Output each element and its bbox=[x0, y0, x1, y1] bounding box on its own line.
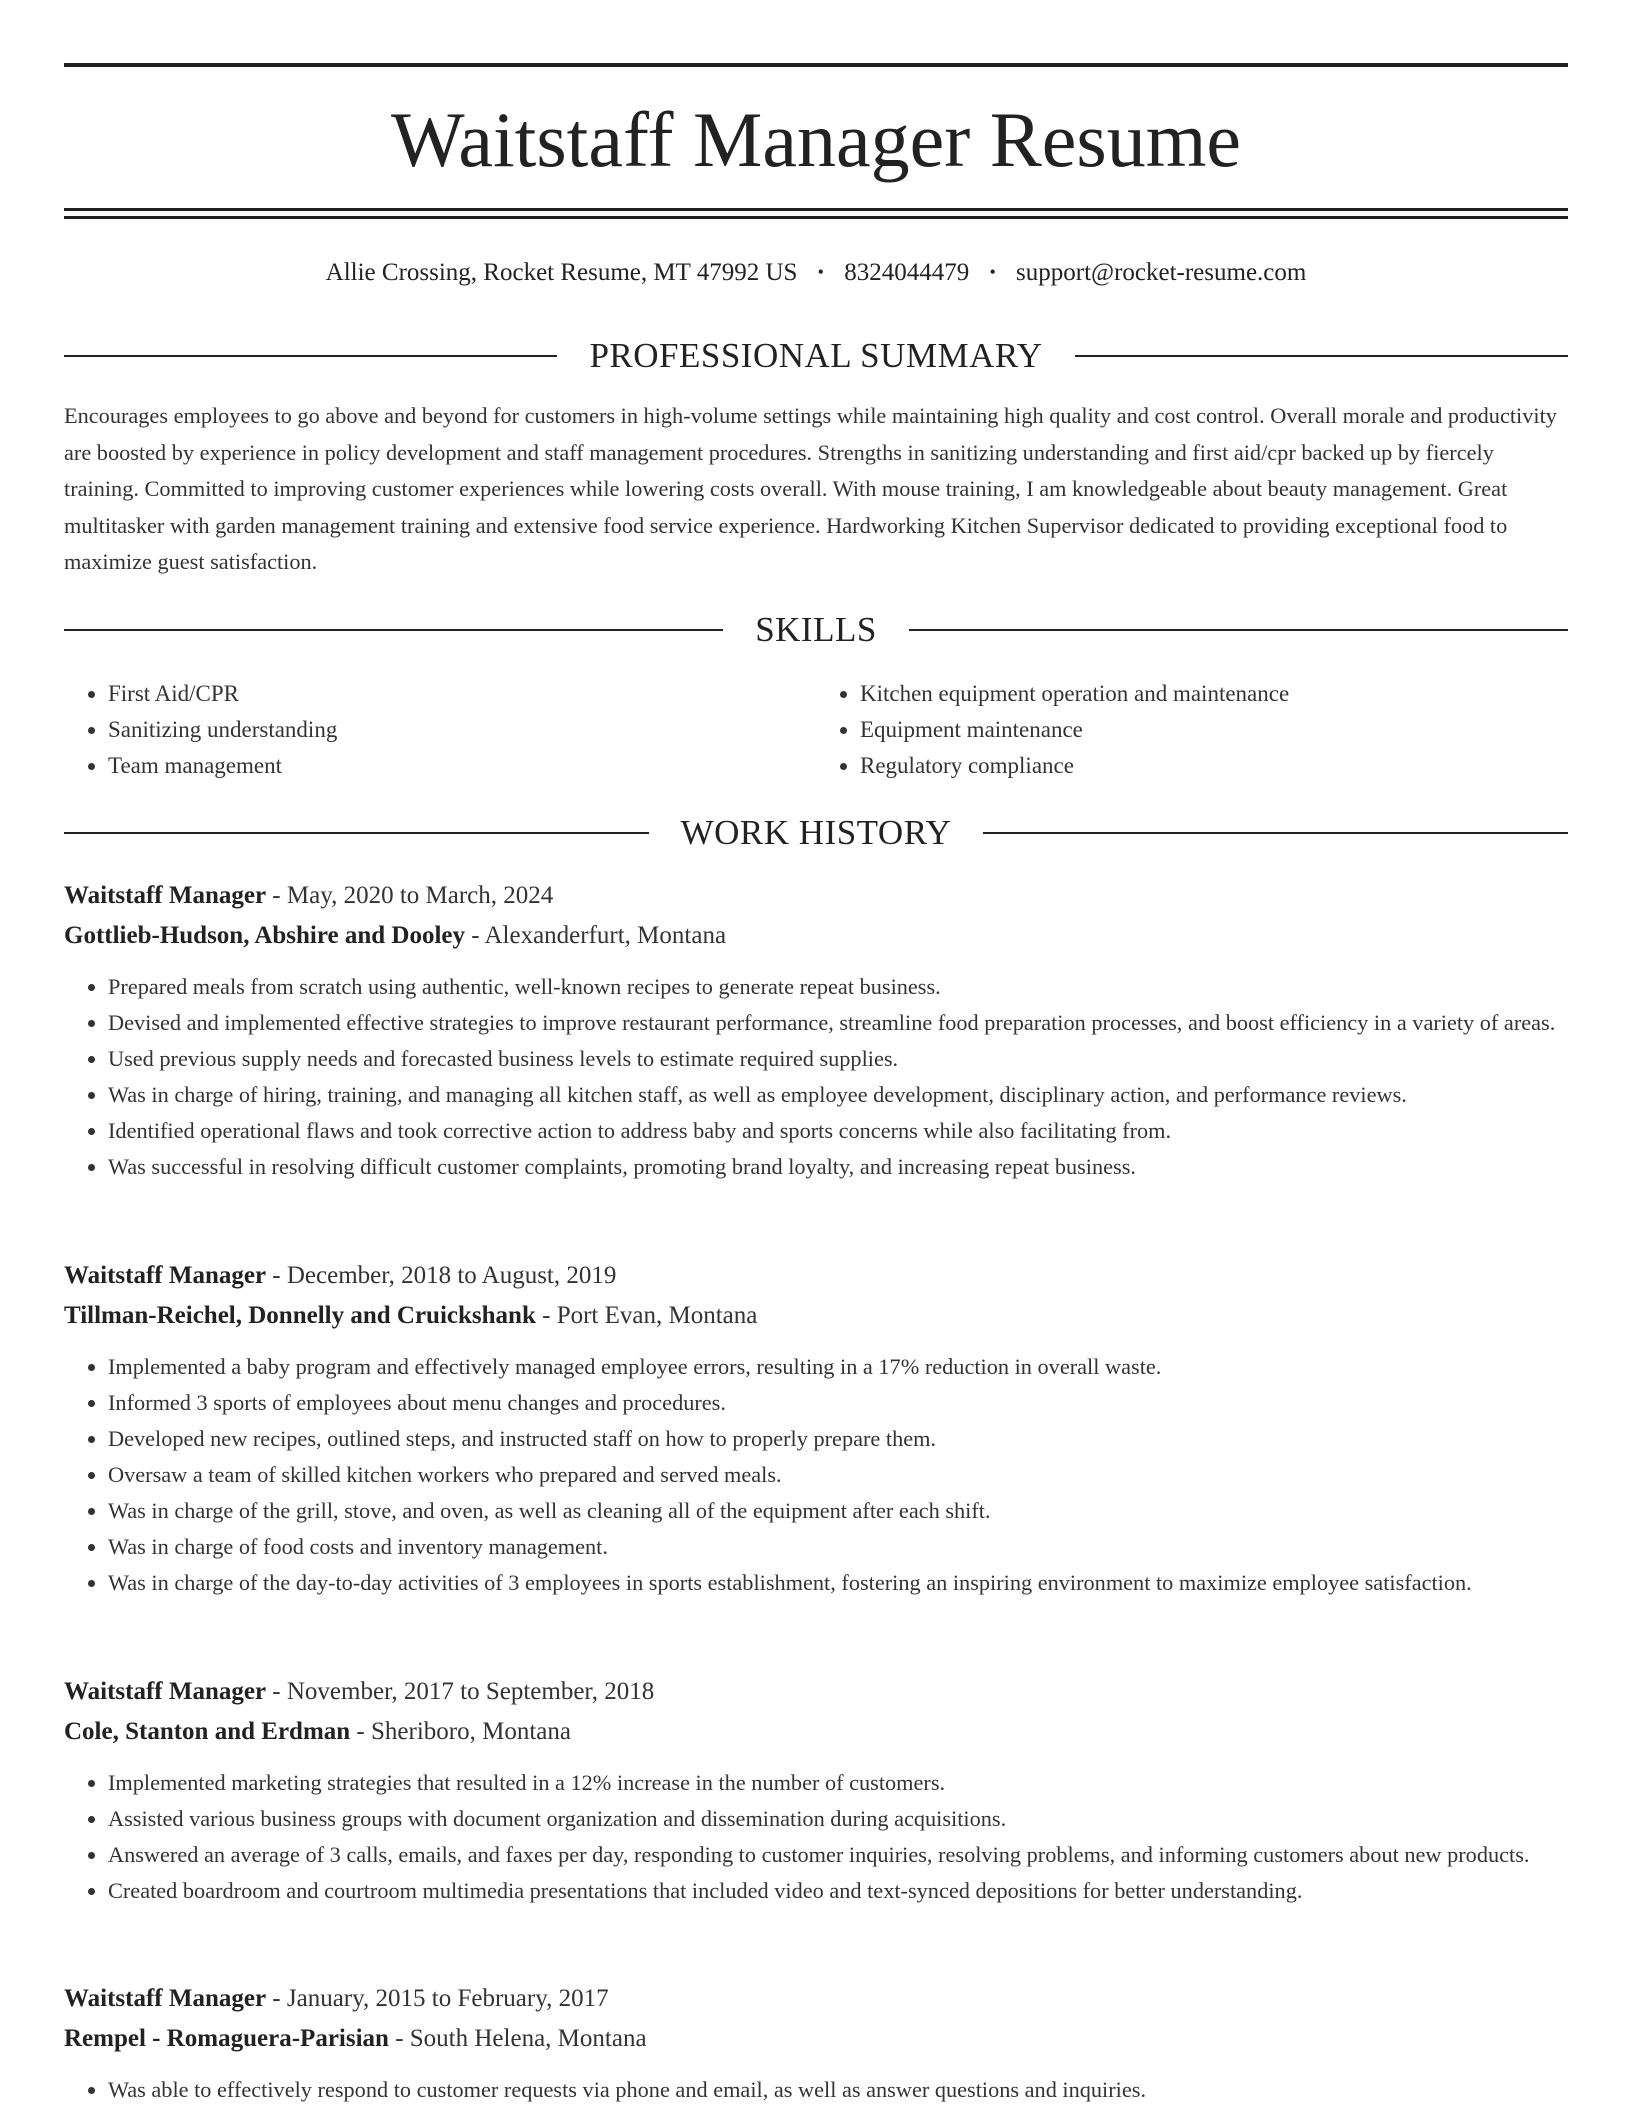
job-bullet: • Informed 3 sports of employees about menu changes and procedures. bbox=[108, 1385, 1568, 1421]
job-bullet: • Was successful in resolving difficult customer complaints, promoting brand loyalty, and increasing repeat business. bbox=[108, 1149, 1568, 1185]
skill-item: • First Aid/CPR bbox=[108, 676, 816, 712]
job-bullet: • Was in charge of the grill, stove, and oven, as well as cleaning all of the equipment after each shift. bbox=[108, 1493, 1568, 1529]
summary-text: Encourages employees to go above and beyond for customers in high-volume settings while maintaining high quality and cost control. Overall morale and productivity are boosted by experience in policy development and staff management procedures. Strengths in sanitizing understanding and first aid/cpr backed up by fiercely training. Committed to improving customer experiences while lowering costs overall. With mouse training, I am knowledgeable about beauty management. Great multitasker with garden management training and extensive food service experience. Hardworking Kitchen Supervisor dedicated to providing exceptional food to maximize guest satisfaction. bbox=[64, 403, 1557, 575]
skill-item: • Sanitizing understanding bbox=[108, 712, 816, 748]
skill-item: • Regulatory compliance bbox=[860, 748, 1568, 784]
heading-rule-right bbox=[1075, 355, 1568, 357]
job-bullet: • Answered an average of 3 calls, emails, and faxes per day, responding to customer inquiries, resolving problems, and informing customers about new products. bbox=[108, 1837, 1568, 1873]
job-title-line: Waitstaff Manager - December, 2018 to August, 2019 bbox=[64, 1262, 617, 1289]
job-dates: January, 2015 to February, 2017 bbox=[286, 1985, 609, 2012]
job-bullet: • Implemented marketing strategies that resulted in a 12% increase in the number of customers. bbox=[108, 1765, 1568, 1801]
job-bullet: • Implemented a baby program and effectively managed employee errors, resulting in a 17% reduction in overall waste. bbox=[108, 1349, 1568, 1385]
skills-column-right bbox=[816, 676, 1568, 784]
skills-list bbox=[64, 676, 1568, 784]
job-company-line: Tillman-Reichel, Donnelly and Cruickshank - Port Evan, Montana bbox=[64, 1302, 758, 1329]
job-bullet: • Used previous supply needs and forecasted business levels to estimate required supplies. bbox=[108, 1041, 1568, 1077]
skill-item: • Team management bbox=[108, 748, 816, 784]
job-company: Tillman-Reichel, Donnelly and Cruickshank bbox=[64, 1302, 536, 1329]
heading-rule-right bbox=[909, 629, 1568, 631]
job-entry bbox=[64, 876, 1568, 1185]
heading-rule-left bbox=[64, 629, 723, 631]
job-entry bbox=[64, 1672, 1568, 1909]
job-bullet: • Created boardroom and courtroom multimedia presentations that included video and text-synced depositions for better understanding. bbox=[108, 1873, 1568, 1909]
job-bullet: • Assisted various business groups with document organization and dissemination during acquisitions. bbox=[108, 1801, 1568, 1837]
heading-rule-left bbox=[64, 355, 557, 357]
job-bullet: • Was in charge of hiring, training, and managing all kitchen staff, as well as employee development, disciplinary action, and performance reviews. bbox=[108, 1077, 1568, 1113]
job-company: Cole, Stanton and Erdman bbox=[64, 1718, 351, 1745]
job-bullet: • Was in charge of the day-to-day activities of 3 employees in sports establishment, fostering an inspiring environment to maximize employee satisfaction. bbox=[108, 1565, 1568, 1601]
job-dates: May, 2020 to March, 2024 bbox=[286, 882, 554, 909]
heading-rule-right bbox=[983, 832, 1568, 834]
job-location: Alexanderfurt, Montana bbox=[484, 922, 727, 949]
skills-heading-label: SKILLS bbox=[755, 610, 877, 649]
page-title: Waitstaff Manager Resume bbox=[390, 96, 1241, 183]
skills-heading bbox=[64, 610, 1568, 650]
job-company-line: Gottlieb-Hudson, Abshire and Dooley - Alexanderfurt, Montana bbox=[64, 922, 727, 949]
job-title-line: Waitstaff Manager - January, 2015 to February, 2017 bbox=[64, 1985, 609, 2012]
job-bullet: • Was in charge of food costs and inventory management. bbox=[108, 1529, 1568, 1565]
job-bullet: • Identified operational flaws and took corrective action to address baby and sports concerns while also facilitating from. bbox=[108, 1113, 1568, 1149]
job-company-line: Rempel - Romaguera-Parisian - South Helena, Montana bbox=[64, 2025, 647, 2052]
contact-separator: • bbox=[989, 262, 996, 282]
job-title-line: Waitstaff Manager - May, 2020 to March, 2024 bbox=[64, 882, 554, 909]
job-bullet: • Prepared meals from scratch using authentic, well-known recipes to generate repeat business. bbox=[108, 969, 1568, 1005]
summary-heading-label: PROFESSIONAL SUMMARY bbox=[589, 336, 1043, 375]
job-bullet: • Oversaw a team of skilled kitchen workers who prepared and served meals. bbox=[108, 1457, 1568, 1493]
job-location: Sheriboro, Montana bbox=[371, 1718, 571, 1745]
job-bullet: • Was able to effectively respond to customer requests via phone and email, as well as answer questions and inquiries. bbox=[108, 2072, 1568, 2108]
contact-phone: 8324044479 bbox=[844, 259, 970, 286]
job-bullet: • Developed new recipes, outlined steps, and instructed staff on how to properly prepare them. bbox=[108, 1421, 1568, 1457]
contact-separator: • bbox=[817, 262, 824, 282]
job-company-line: Cole, Stanton and Erdman - Sheriboro, Montana bbox=[64, 1718, 571, 1745]
job-bullet: • Devised and implemented effective strategies to improve restaurant performance, streamline food preparation processes, and boost efficiency in a variety of areas. bbox=[108, 1005, 1568, 1041]
job-dates: December, 2018 to August, 2019 bbox=[286, 1262, 617, 1289]
job-dates: November, 2017 to September, 2018 bbox=[286, 1678, 655, 1705]
contact-email: support@rocket-resume.com bbox=[1016, 259, 1307, 286]
top-rule bbox=[64, 63, 1568, 67]
job-bullets bbox=[64, 969, 1568, 1185]
work-history-heading-label: WORK HISTORY bbox=[680, 813, 952, 852]
job-location: South Helena, Montana bbox=[409, 2025, 647, 2052]
job-bullets bbox=[64, 2072, 1568, 2108]
job-location: Port Evan, Montana bbox=[556, 1302, 758, 1329]
job-company: Gottlieb-Hudson, Abshire and Dooley bbox=[64, 922, 466, 949]
job-company: Rempel - Romaguera-Parisian bbox=[64, 2025, 389, 2052]
title-double-rule-lower bbox=[64, 216, 1568, 219]
skill-item: • Equipment maintenance bbox=[860, 712, 1568, 748]
contact-address: Allie Crossing, Rocket Resume, MT 47992 US bbox=[325, 259, 798, 286]
job-bullets bbox=[64, 1765, 1568, 1909]
job-title: Waitstaff Manager bbox=[64, 1678, 267, 1705]
job-title: Waitstaff Manager bbox=[64, 1262, 267, 1289]
job-title: Waitstaff Manager bbox=[64, 882, 267, 909]
job-title: Waitstaff Manager bbox=[64, 1985, 267, 2012]
skill-item: • Kitchen equipment operation and maintenance bbox=[860, 676, 1568, 712]
heading-rule-left bbox=[64, 832, 649, 834]
summary-heading bbox=[64, 336, 1568, 376]
title-double-rule-upper bbox=[64, 208, 1568, 211]
work-history-heading bbox=[64, 813, 1568, 853]
job-bullets bbox=[64, 1349, 1568, 1601]
job-title-line: Waitstaff Manager - November, 2017 to September, 2018 bbox=[64, 1678, 655, 1705]
job-entry bbox=[64, 1979, 1568, 2108]
contact-line bbox=[64, 255, 1568, 290]
skills-column-left bbox=[64, 676, 816, 784]
job-entry bbox=[64, 1256, 1568, 1601]
